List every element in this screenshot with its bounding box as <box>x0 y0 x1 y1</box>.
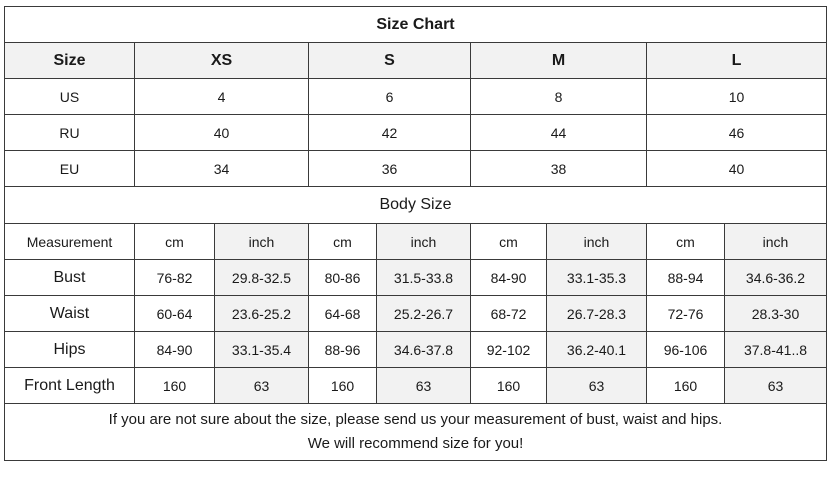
measurement-name: Front Length <box>5 368 135 404</box>
measurement-value: 72-76 <box>647 296 725 332</box>
size-note-line-1: If you are not sure about the size, please send us your measurement of bust, waist and hips. <box>108 411 723 428</box>
region-value: 4 <box>135 79 309 115</box>
measurement-value: 160 <box>471 368 547 404</box>
measurement-value: 160 <box>309 368 377 404</box>
size-header-xs: XS <box>135 43 309 79</box>
size-note-line-2: We will recommend size for you! <box>307 435 524 452</box>
measurement-name: Waist <box>5 296 135 332</box>
unit-label: inch <box>725 224 827 260</box>
region-value: 44 <box>471 115 647 151</box>
unit-header-row <box>5 224 827 260</box>
unit-label: inch <box>215 224 309 260</box>
region-value: 6 <box>309 79 471 115</box>
measurement-value: 160 <box>135 368 215 404</box>
region-row-eu <box>5 151 827 187</box>
region-value: 38 <box>471 151 647 187</box>
measurement-row-waist <box>5 296 827 332</box>
measurement-value: 33.1-35.4 <box>215 332 309 368</box>
measurement-name: Bust <box>5 260 135 296</box>
measurement-value: 64-68 <box>309 296 377 332</box>
region-label: EU <box>5 151 135 187</box>
note-row <box>5 404 827 461</box>
size-header-row <box>5 43 827 79</box>
measurement-value: 88-94 <box>647 260 725 296</box>
measurement-value: 76-82 <box>135 260 215 296</box>
measurement-value: 92-102 <box>471 332 547 368</box>
measurement-value: 84-90 <box>135 332 215 368</box>
measurement-value: 34.6-37.8 <box>377 332 471 368</box>
region-value: 40 <box>647 151 827 187</box>
region-value: 34 <box>135 151 309 187</box>
region-value: 8 <box>471 79 647 115</box>
measurement-row-bust <box>5 260 827 296</box>
measurement-value: 23.6-25.2 <box>215 296 309 332</box>
measurement-value: 34.6-36.2 <box>725 260 827 296</box>
region-label: US <box>5 79 135 115</box>
size-chart-table <box>4 6 827 461</box>
measurement-value: 63 <box>377 368 471 404</box>
measurement-row-front-length <box>5 368 827 404</box>
measurement-value: 25.2-26.7 <box>377 296 471 332</box>
measurement-value: 31.5-33.8 <box>377 260 471 296</box>
region-row-us <box>5 79 827 115</box>
measurement-value: 96-106 <box>647 332 725 368</box>
unit-label: inch <box>547 224 647 260</box>
measurement-row-hips <box>5 332 827 368</box>
measurement-value: 63 <box>215 368 309 404</box>
measurement-value: 33.1-35.3 <box>547 260 647 296</box>
size-header-m: M <box>471 43 647 79</box>
region-row-ru <box>5 115 827 151</box>
region-value: 46 <box>647 115 827 151</box>
size-header-label: Size <box>5 43 135 79</box>
measurement-value: 68-72 <box>471 296 547 332</box>
measurement-value: 160 <box>647 368 725 404</box>
measurement-name: Hips <box>5 332 135 368</box>
region-value: 10 <box>647 79 827 115</box>
size-chart-title: Size Chart <box>5 7 827 43</box>
body-size-title: Body Size <box>5 187 827 224</box>
measurement-value: 63 <box>547 368 647 404</box>
measurement-value: 80-86 <box>309 260 377 296</box>
measurement-value: 29.8-32.5 <box>215 260 309 296</box>
unit-label: cm <box>471 224 547 260</box>
measurement-value: 88-96 <box>309 332 377 368</box>
size-header-l: L <box>647 43 827 79</box>
unit-label: inch <box>377 224 471 260</box>
measurement-value: 63 <box>725 368 827 404</box>
size-header-s: S <box>309 43 471 79</box>
measurement-value: 84-90 <box>471 260 547 296</box>
measurement-value: 37.8-41..8 <box>725 332 827 368</box>
region-value: 42 <box>309 115 471 151</box>
unit-label: cm <box>647 224 725 260</box>
measurement-value: 28.3-30 <box>725 296 827 332</box>
measurement-value: 26.7-28.3 <box>547 296 647 332</box>
measurement-value: 60-64 <box>135 296 215 332</box>
unit-label: cm <box>135 224 215 260</box>
unit-label: cm <box>309 224 377 260</box>
size-note <box>5 404 827 461</box>
measurement-label: Measurement <box>5 224 135 260</box>
region-value: 36 <box>309 151 471 187</box>
region-value: 40 <box>135 115 309 151</box>
region-label: RU <box>5 115 135 151</box>
measurement-value: 36.2-40.1 <box>547 332 647 368</box>
